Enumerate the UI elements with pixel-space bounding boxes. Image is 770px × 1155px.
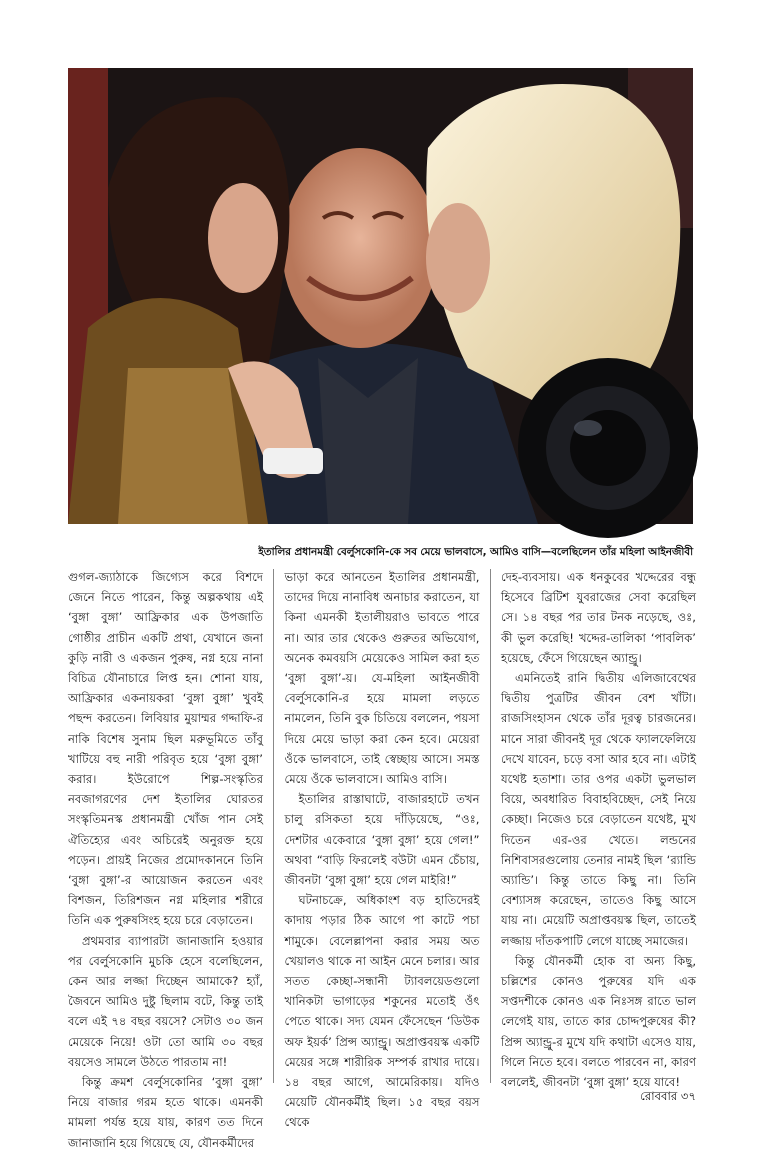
paragraph: কিন্তু ক্রমশ বের্লুসকোনির ‘বুঙ্গা বুঙ্গা’ নিয়ে বাজার গরম হতে থাকে। এমনকী মামলা পর্যন্ত হয়ে যায়, কারণ তত দিনে জানাজানি হয়ে গিয়েছে যে, যৌনকর্মীদের <box>68 1075 263 1150</box>
article-photo <box>68 68 693 524</box>
paragraph: ঘটনাচক্রে, অধিকাংশ বড় হাতিদেরই কাদায় পড়ার ঠিক আগে পা কাটে পচা শামুকে। বেলেল্লাপনা করার সময় অত খেয়ালও থাকে না আইন মেনে চলার। আর সতত কেচ্ছা-সন্ধানী ট্যাবলয়েডগুলো খানিকটা ভাগাড়ের শকুনের মতোই ওঁৎ পেতে থাকে। সদ্য যেমন ফেঁসেছেন ‘ডিউক অফ ইয়র্ক’ প্রিন্স অ্যান্ড্রু। অপ্রাপ্তবয়স্ক একটি মেয়ের সঙ্গে শারীরিক সম্পর্ক রাখার দায়ে। ১৪ বছর আগে, আমেরিকায়। যদিও মেয়েটি যৌনকর্মীই ছিল। ১৫ বছর বয়স থেকে <box>284 893 480 1130</box>
paragraph: এমনিতেই রানি দ্বিতীয় এলিজাবেথের দ্বিতীয় পুত্রটির জীবন বেশ খাঁটা। রাজসিংহাসন থেকে তাঁর দূরত্ব চারজনের। মানে সারা জীবনই দূর থেকে ফ্যালফেলিয়ে দেখে যাবেন, চড়ে বসা আর হবে না। এটাই যথেষ্ট হতাশা। তার ওপর একটা ভুলভাল বিয়ে, অবধারিত বিবাহবিচ্ছেদ, সেই নিয়ে কেচ্ছা। নিজেও চরে বেড়াতেন যথেষ্ট, মুখ দিতেন এর-ওর খেতে। লন্ডনের নিশিবাসরগুলোয় তেনার নামই ছিল ‘র‍্যান্ডি অ্যান্ডি’। কিন্তু তাতে কিছু না। তিনি বেশ্যাসঙ্গ করেছেন, তাতেও কিছু আসে যায় না। মেয়েটি অপ্রাপ্তবয়স্ক ছিল, তাতেই লজ্জায় দাঁতকপাটি লেগে যাচ্ছে সমাজের। <box>501 671 696 948</box>
paragraph: গুগল-জ্যাঠাকে জিগ্যেস করে বিশদে জেনে নিতে পারেন, কিন্তু অল্পকথায় এই ‘বুঙ্গা বুঙ্গা’ আফ্রিকার এক উপজাতি গোষ্ঠীর প্রাচীন একটি প্রথা, যেখানে জনা কুড়ি নারী ও একজন পুরুষ, নগ্ন হয়ে নানা বিচিত্র যৌনাচারে লিপ্ত হন। শোনা যায়, আফ্রিকার একনায়করা ‘বুঙ্গা বুঙ্গা’ খুবই পছন্দ করতেন। লিবিয়ার মুয়াম্মর গদ্দাফি-র নাকি বিশেষ সুনাম ছিল মরুভূমিতে তাঁবু খাটিয়ে বহু নারী পরিবৃত হয়ে ‘বুঙ্গা বুঙ্গা’ করার। ইউরোপে শিল্প-সংস্কৃতির নবজাগরণের দেশ ইতালির ঘোরতর সংস্কৃতিমনস্ক প্রধানমন্ত্রী খোঁজ পান সেই ঐতিহ্যের এবং অচিরেই অনুরক্ত হয়ে পড়েন। প্রায়ই নিজের প্রমোদকাননে তিনি ‘বুঙ্গা বুঙ্গা’-র আয়োজন করতেন এবং বিশজন, তিরিশজন নগ্ন মহিলার শরীরে তিনি এক পুরুষসিংহ হয়ে চরে বেড়াতেন। <box>68 570 263 928</box>
column-2 <box>284 567 480 1130</box>
photo-caption: ইতালির প্রধানমন্ত্রী বের্লুসকোনি-কে সব মেয়ে ভালবাসে, আমিও বাসি—বলেছিলেন তাঁর মহিলা আইনজীবী <box>258 546 693 558</box>
paragraph: কিন্তু যৌনকর্মী হোক বা অন্য কিছু, চল্লিশের কোনও পুরুষের যদি এক সপ্তদশীকে কোনও এক নিঃসঙ্গ রাতে ভাল লেগেই যায়, তাতে কার চোদ্দপুরুষের কী? প্রিন্স অ্যান্ড্রু-র মুখে যদি কথাটা এসেও যায়, গিলে নিতে হবে। বলতে পারবেন না, কারণ বললেই, জীবনটা ‘বুঙ্গা বুঙ্গা’ হয়ে যাবে! <box>501 953 696 1090</box>
paragraph: প্রথমবার ব্যাপারটা জানাজানি হওয়ার পর বের্লুসকোনি মুচকি হেসে বলেছিলেন, কেন আর লজ্জা দিচ্ছেন আমাকে? হ্যাঁ, জৈবনে আমিও দুষ্টু ছিলাম বটে, কিন্তু তাই বলে এই ৭৪ বছর বয়সে? সেটাও ৩০ জন মেয়েকে নিয়ে! ওটা তো আমি ৩০ বছর বয়সেও সামলে উঠতে পারতাম না! <box>68 933 263 1069</box>
photo-icon <box>68 68 693 524</box>
column-1 <box>68 567 263 1150</box>
column-divider <box>273 569 274 1083</box>
paragraph: ভাড়া করে আনতেন ইতালির প্রধানমন্ত্রী, তাদের দিয়ে নানাবিধ অনাচার করাতেন, যা কিনা এমনকী ইতালীয়রাও ভাবতে পারে না। আর তার থেকেও গুরুতর অভিযোগ, অনেক কমবয়সি মেয়েকেও সামিল করা হত ‘বুঙ্গা বুঙ্গা’-য়। যে-মহিলা আইনজীবী বের্লুসকোনি-র হয়ে মামলা লড়তে নামলেন, তিনি বুক চিতিয়ে বললেন, পয়সা দিয়ে মেয়ে ভাড়া করা কেন হবে। মেয়েরা ওঁকে ভালবাসে, তাই স্বেচ্ছায় আসে। সমস্ত মেয়ে ওঁকে ভালবাসে। আমিও বাসি। <box>284 570 480 787</box>
column-divider <box>490 569 491 1083</box>
paragraph: দেহ-ব্যবসায়। এক ধনকুবের খদ্দেরের বন্ধু হিসেবে ব্রিটিশ যুবরাজের সেবা করেছিল সে। ১৪ বছর পর তার টনক নড়েছে, ওঃ, কী ভুল করেছি! খদ্দের-তালিকা ‘পাবলিক’ হয়েছে, ফেঁসে গিয়েছেন অ্যান্ড্রু। <box>501 570 696 665</box>
column-3 <box>501 567 696 1090</box>
page-folio: রোববার ৩৭ <box>640 1089 696 1103</box>
paragraph: ইতালির রাস্তাঘাটে, বাজারহাটে তখন চালু রসিকতা হয়ে দাঁড়িয়েছে, “ওঃ, দেশটার একেবারে ‘বুঙ্গা বুঙ্গা’ হয়ে গেল!” অথবা “বাড়ি ফিরলেই বউটা এমন চেঁচায়, জীবনটা ‘বুঙ্গা বুঙ্গা’ হয়ে গেল মাইরি!” <box>284 792 480 888</box>
